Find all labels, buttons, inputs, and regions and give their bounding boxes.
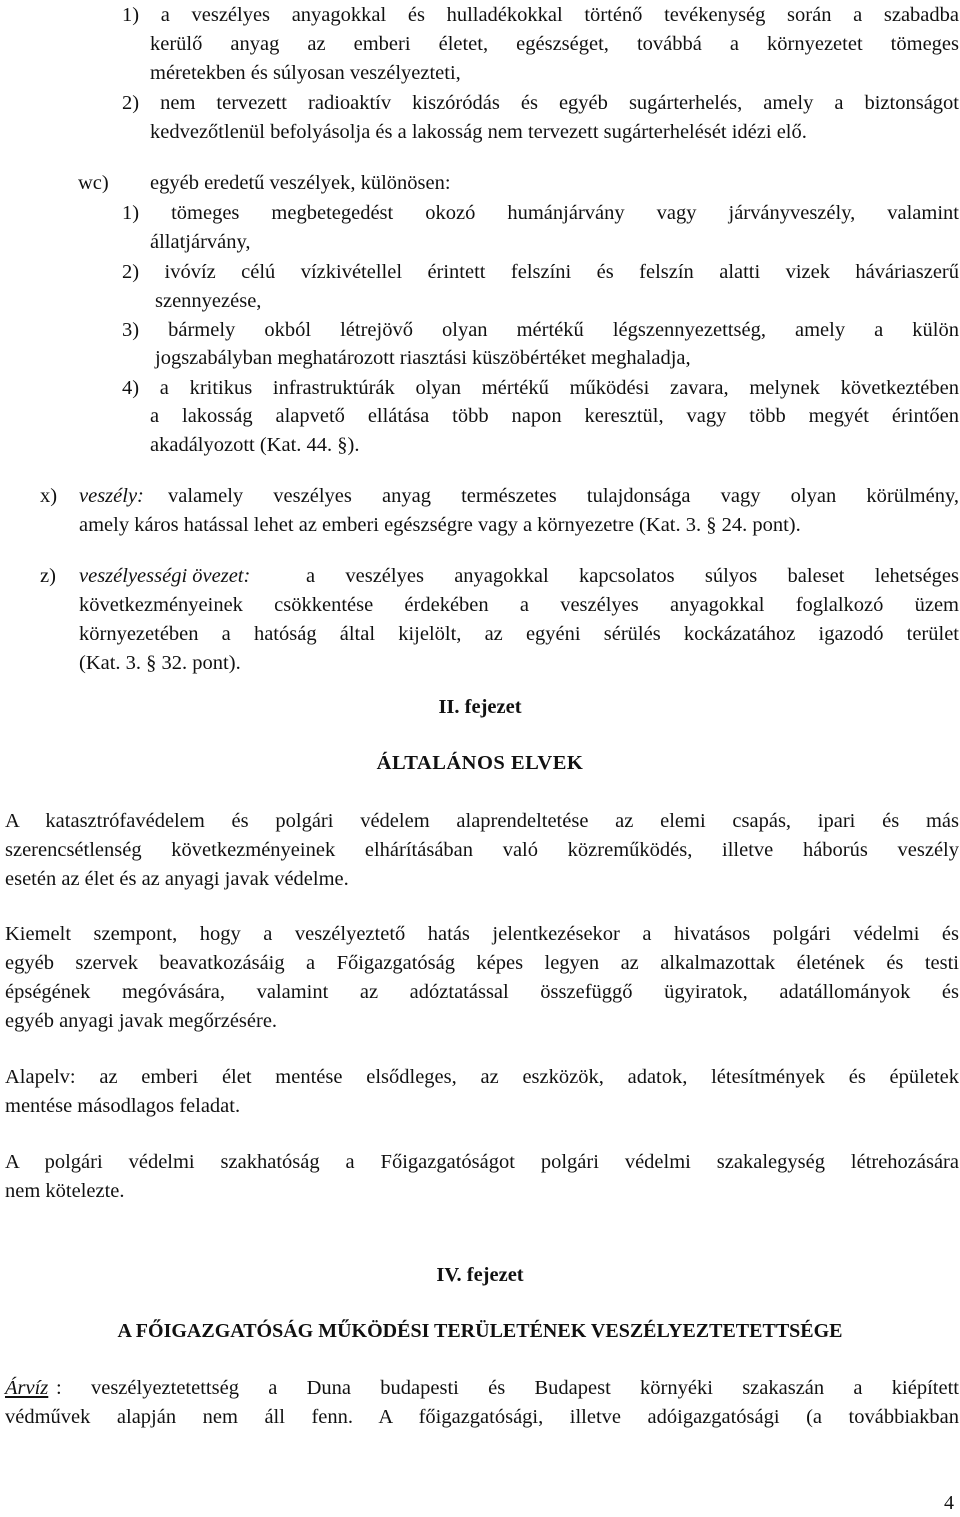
text-line: Kiemelt szempont, hogy a veszélyeztető hatás jelentkezésekor a hivatásos polgári védelmi és (5, 923, 959, 945)
text-line: környezetében a hatóság által kijelölt, az egyéni sérülés kockázatához igazodó terület (79, 623, 959, 645)
text-line: 1) tömeges megbetegedést okozó humánjárvány vagy járványveszély, valamint (122, 202, 959, 224)
text-line: 4) a kritikus infrastruktúrák olyan mértékű működési zavara, melynek következtében (122, 377, 959, 399)
text-line: méretekben és súlyosan veszélyezteti, (150, 62, 461, 84)
text-line: szennyezése, (155, 290, 262, 312)
chapter-title: A FŐIGAZGATÓSÁG MŰKÖDÉSI TERÜLETÉNEK VESZÉLYEZTETETTSÉGE (117, 1320, 843, 1342)
text-line: egyéb szervek beavatkozásáig a Főigazgatóság képes legyen az alkalmazottak életének és testi (5, 952, 959, 974)
text-line: Alapelv: az emberi élet mentése elsődleges, az eszközök, adatok, létesítmények és épületek (5, 1066, 959, 1088)
list-marker: z) (40, 565, 56, 587)
text-line: szerencsétlenség következményeinek elhárításában való közreműködés, illetve háborús veszély (5, 839, 959, 861)
text-line: egyéb anyagi javak megőrzésére. (5, 1010, 278, 1032)
text-line: : veszélyeztetettség a Duna budapesti és Budapest környéki szakaszán a kiépített (56, 1377, 959, 1399)
list-marker: x) (40, 485, 58, 507)
text-line: kerülő anyag az emberi életet, egészséget, továbbá a környezetet tömeges (150, 33, 959, 55)
chapter-number: II. fejezet (438, 696, 522, 718)
text-line: nem kötelezte. (5, 1180, 125, 1202)
text-line: épségének megóvására, valamint az adóztatással összefüggő ügyiratok, adatállományok és (5, 981, 959, 1003)
text-line: a lakosság alapvető ellátása több napon keresztül, vagy több megyét érintően (150, 405, 959, 427)
text-line: A polgári védelmi szakhatóság a Főigazgatóságot polgári védelmi szakalegység létrehozására (5, 1151, 959, 1173)
defined-term: veszély: (79, 485, 144, 507)
text-line: (Kat. 3. § 32. pont). (79, 652, 241, 674)
page-number: 4 (944, 1492, 954, 1514)
text-line: 1) a veszélyes anyagokkal és hulladékokkal történő tevékenység során a szabadba (122, 4, 959, 26)
text-line: esetén az élet és az anyagi javak védelme. (5, 868, 349, 890)
text-line: valamely veszélyes anyag természetes tulajdonsága vagy olyan körülmény, (168, 485, 959, 507)
text-line: mentése másodlagos feladat. (5, 1095, 241, 1117)
chapter-number: IV. fejezet (436, 1264, 524, 1286)
text-line: akadályozott (Kat. 44. §). (150, 434, 360, 456)
chapter-title: ÁLTALÁNOS ELVEK (376, 752, 584, 774)
text-line: 2) nem tervezett radioaktív kiszóródás és egyéb sugárterhelés, amely a biztonságot (122, 92, 959, 114)
text-line: védművek alapján nem áll fenn. A főigazgatósági, illetve adóigazgatósági (a továbbiakban (5, 1406, 959, 1428)
defined-term: veszélyességi övezet: (79, 565, 251, 587)
text-line: a veszélyes anyagokkal kapcsolatos súlyos baleset lehetséges (306, 565, 959, 587)
text-line: A katasztrófavédelem és polgári védelem alaprendeltetése az elemi csapás, ipari és más (5, 810, 959, 832)
list-marker: wc) (78, 172, 109, 194)
text-line: következményeinek csökkentése érdekében a veszélyes anyagokkal foglalkozó üzem (79, 594, 959, 616)
text-line: kedvezőtlenül befolyásolja és a lakosság nem tervezett sugárterhelését idézi elő. (150, 121, 807, 143)
text-line: állatjárvány, (150, 231, 251, 253)
text-line: amely káros hatással lehet az emberi egészségre vagy a környezetre (Kat. 3. § 24. pont). (79, 514, 801, 536)
text-line: egyéb eredetű veszélyek, különösen: (150, 172, 451, 194)
text-line: 2) ivóvíz célú vízkivétellel érintett felszíni és felszín alatti vizek háváriaszerű (122, 261, 959, 283)
defined-term: Árvíz (5, 1377, 49, 1399)
text-line: jogszabályban meghatározott riasztási küszöbértéket meghaladja, (155, 347, 691, 369)
text-line: 3) bármely okból létrejövő olyan mértékű légszennyezettség, amely a külön (122, 319, 959, 341)
